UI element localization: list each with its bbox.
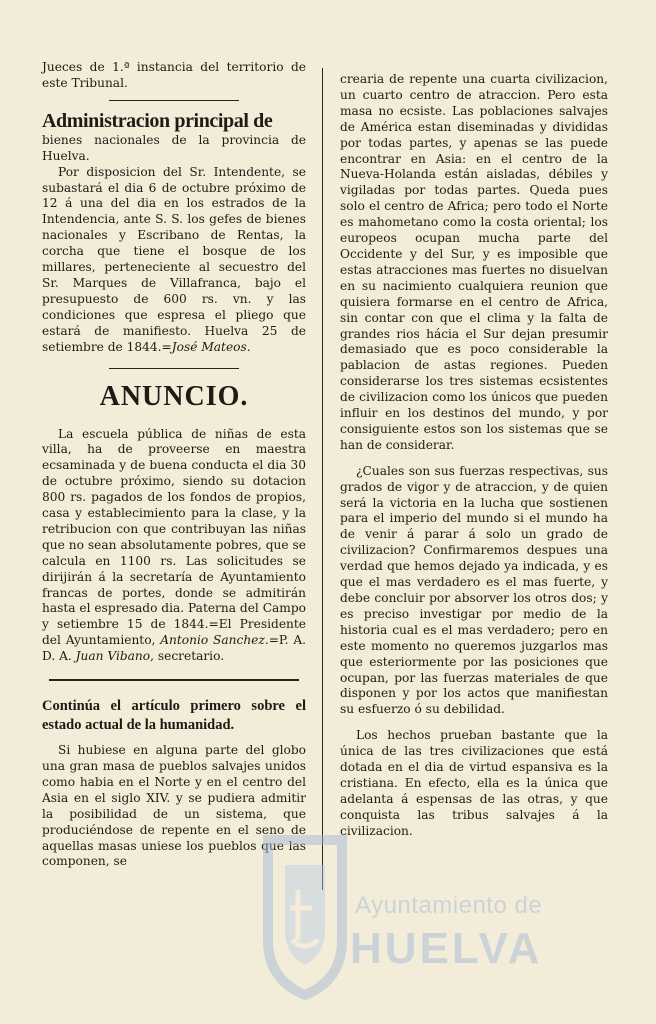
- anuncio-signature-1: Antonio Sanchez: [160, 633, 265, 648]
- coat-of-arms-icon: [260, 830, 350, 1000]
- section-divider: [109, 368, 239, 369]
- watermark-line2: HUELVA: [350, 924, 543, 973]
- anuncio-text: La escuela pública de niñas de esta villa, ha de proveerse en maestra ecsaminada y de buena conducta el dia 30 de octubre próximo, siendo su dotacion 800 rs. pagados de los fondos de propios, casa y establecimiento para la clase, y la retribucion con que contribuyan las niñas que no sean absolutamente pobres, que se calcula en 1100 rs. Las solicitudes se dirijirán á la secretaría de Ayuntamiento francas de portes, donde se admitirán hasta el espresado dia. Paterna del Campo y setiembre 15 de 1844.=El Presidente del Ayuntamiento,: [42, 426, 306, 648]
- right-paragraph-1: crearia de repente una cuarta civilizacion, un cuarto centro de atraccion. Pero esta masa no ecsiste. Las poblaciones salvajes de América estan diseminadas y divididas por todas partes, y apenas se las puede encontrar en Asia: en el centro de la Nueva-Holanda están aisladas, débiles y vigiladas por todas partes. Queda pues solo el centro de Africa; pero todo el Norte es mahometano como la costa oriental; los europeos ocupan mucha parte del Occidente y del Sur, y es imposible que estas atracciones mas fuertes no disuelvan en su nacimiento cualquiera reunion que quisiera formarse en el centro de Africa, sin contar con que el clima y la falta de grandes rios hácia el Sur dejan presumir demasiado que es poco considerable la pablacion de astas regiones. Pueden considerarse los tres sistemas ecsistentes de civilizacion como los únicos que pueden influir en los destinos del mundo, y por consiguiente estos son los sistemas que se han de considerar.: [340, 72, 608, 452]
- continua-heading: Continúa el artículo primero sobre el estado actual de la humanidad.: [42, 698, 306, 734]
- administracion-body: [42, 165, 306, 356]
- anuncio-signature-2: Juan Vibano: [75, 649, 151, 664]
- watermark-line1: Ayuntamiento de: [355, 892, 543, 919]
- left-column: [42, 60, 306, 870]
- right-column: [340, 72, 608, 840]
- ayuntamiento-watermark: [250, 830, 630, 1010]
- anuncio-signature-mid: .=P. A. D. A.: [42, 633, 307, 664]
- administracion-subheading: bienes nacionales de la provincia de Huelva.: [42, 132, 306, 163]
- administracion-signature: José Mateos.: [171, 339, 251, 354]
- column-divider: [322, 68, 323, 890]
- intro-text: Jueces de 1.ª instancia del territorio de este Tribunal.: [42, 60, 306, 90]
- paragraph-gap: [340, 718, 608, 728]
- anuncio-body: [42, 427, 306, 666]
- continua-body: Si hubiese en alguna parte del globo una gran masa de pueblos salvajes unidos como habia en el Norte y en el centro del Asia en el siglo XIV. y se pudiera admitir la posibilidad de un sistema, que produciéndose de repente en el seno de aquellas masas uniese los pueblos que las componen, se: [42, 743, 306, 869]
- paragraph-gap: [340, 454, 608, 464]
- section-divider: [49, 679, 299, 681]
- administracion-text: Por disposicion del Sr. Intendente, se subastará el dia 6 de octubre próximo de 12 á una del dia en los estrados de la Intendencia, ante S. S. los gefes de bienes nacionales y Escribano de Rentas, la corcha que tiene el bosque de los millares, perteneciente al secuestro del Sr. Marques de Villafranca, bajo el presupuesto de 600 rs. vn. y las condiciones que espresa el pliego que estará de manifiesto. Huelva 25 de setiembre de 1844.=: [42, 164, 306, 354]
- administracion-heading: Administracion principal de: [42, 109, 273, 132]
- anuncio-heading: ANUNCIO.: [99, 380, 249, 412]
- anuncio-signature-end: , secretario.: [150, 649, 225, 664]
- section-divider: [109, 100, 239, 101]
- right-paragraph-2: ¿Cuales son sus fuerzas respectivas, sus grados de vigor y de atraccion, y de quien será la victoria en la lucha que sostienen para el imperio del mundo si el mundo ha de venir á parar á solo un grado de civilizacion? Confirmaremos despues una verdad que hemos dejado ya indicada, y es que el mas verdadero es el mas fuerte, y debe concluir por absorver los otros dos; y es preciso investigar por medio de la historia cual es el mas verdadero; pero en este momento no queremos juzgarlos mas que esteriormente por las posiciones que ocupan, por las fuerzas materiales de que disponen y por los actos que manifiestan su esfuerzo ó su debilidad.: [340, 463, 608, 717]
- right-paragraph-3: Los hechos prueban bastante que la única de las tres civilizaciones que está dotada en el dia de virtud espansiva es la cristiana. En efecto, ella es la única que adelanta á espensas de las otras, y que conquista las tribus salvajes á la civilizacion.: [340, 728, 608, 838]
